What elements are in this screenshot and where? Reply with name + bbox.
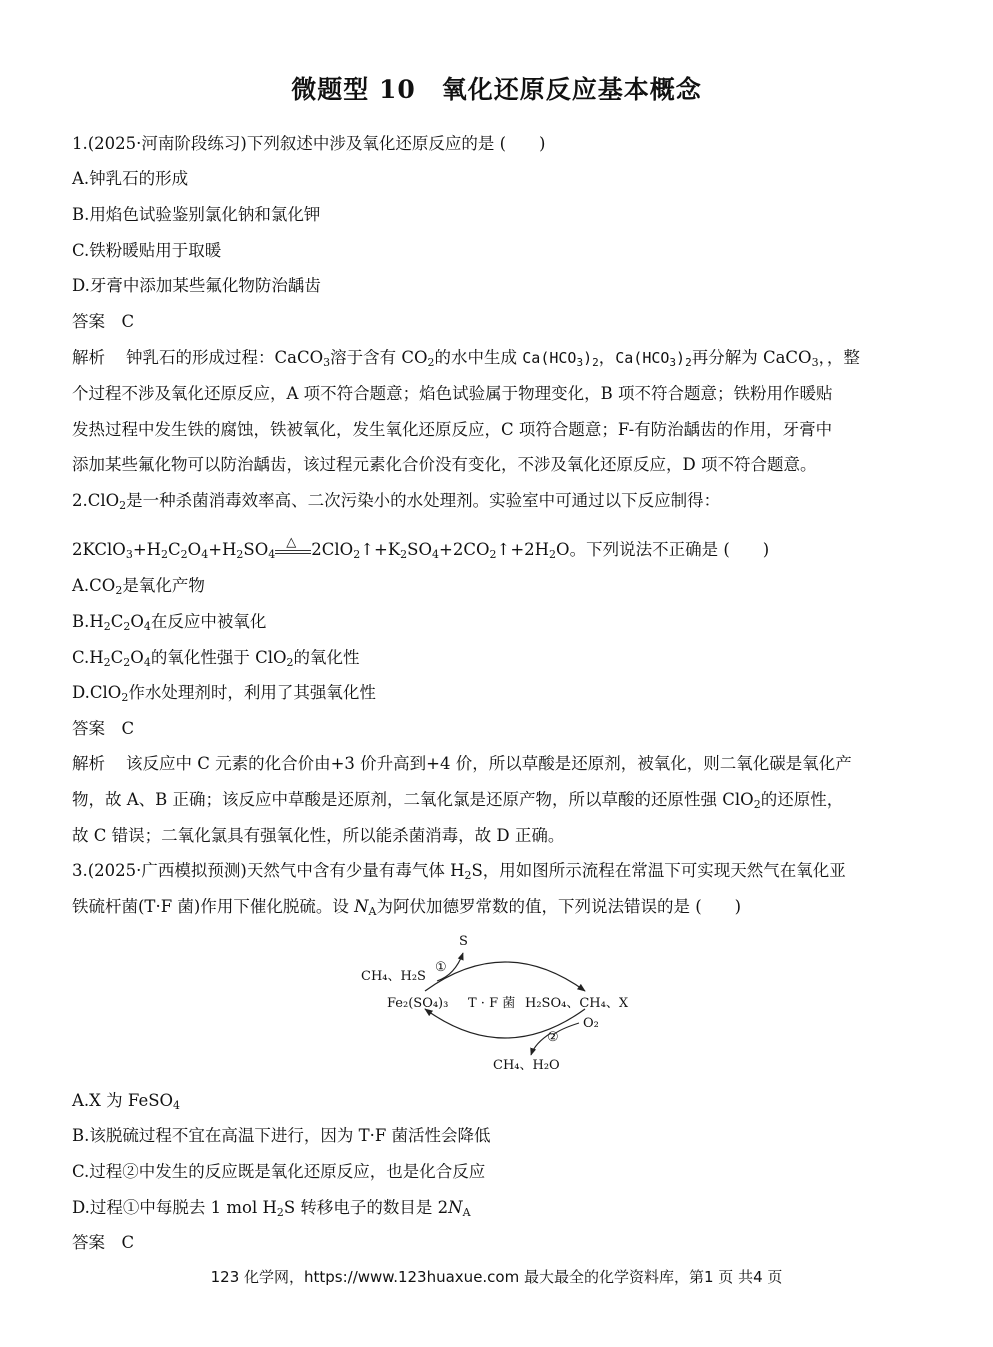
label-fe2so43: Fe₂(SO₄)₃ <box>387 996 449 1011</box>
q1-answer: 答案 C <box>72 312 135 331</box>
q2-explanation-line2: 物，故 A、B 正确；该反应中草酸是还原剂，二氧化氯是还原产物，所以草酸的还原性强 ClO$_2$的还原性， <box>72 790 844 811</box>
q2-explanation-line1: 解析 该反应中 C 元素的化合价由+3 价升高到+4 价，所以草酸是还原剂，被氧化，则二氧化碳是氧化产 <box>72 754 852 773</box>
label-sulfur: S <box>459 934 468 949</box>
formula-ca-hco3-2: $Ca(HCO_3)_2$ <box>522 349 599 369</box>
formula-ca-hco3-2: $Ca(HCO_3)_2$ <box>615 349 692 369</box>
q3-option-b: B.该脱硫过程不宜在高温下进行，因为 T·F 菌活性会降低 <box>72 1126 491 1145</box>
q3-stem-line2: 铁硫杆菌(T·F 菌)作用下催化脱硫。设 $N_A$为阿伏加德罗常数的值，下列说法错误的是 ( ) <box>72 897 742 918</box>
label-h2so4-ch4-x: H₂SO₄、CH₄、X <box>525 996 629 1011</box>
q2-stem: 2.ClO$_2$是一种杀菌消毒效率高、二次污染小的水处理剂。实验室中可通过以下反应制得： <box>72 491 721 512</box>
q3-option-c: C.过程②中发生的反应既是氧化还原反应，也是化合反应 <box>72 1162 486 1181</box>
q3-option-a: A.X 为 FeSO$_4$ <box>72 1091 181 1112</box>
q1-option-b: B.用焰色试验鉴别氯化钠和氯化钾 <box>72 205 321 224</box>
q2-option-d: D.ClO$_2$作水处理剂时，利用了其强氧化性 <box>72 683 376 704</box>
q3-answer: 答案 C <box>72 1233 135 1252</box>
q2-equation: $2KClO_3+H_2C_2O_4+H_2SO_4$ △ $2ClO_2↑+K_2SO_4+2CO_2↑+2H_2O$。下列说法不正确是 ( ) <box>72 534 770 561</box>
label-ch4-h2s-input: CH₄、H₂S <box>361 969 426 984</box>
q1-stem: 1.(2025·河南阶段练习)下列叙述中涉及氧化还原反应的是 ( ) <box>72 134 546 153</box>
q2-option-a: $A.CO_2$是氧化产物 <box>72 576 205 597</box>
q1-option-a: A.钟乳石的形成 <box>72 169 189 188</box>
q2-answer: 答案 C <box>72 719 135 738</box>
q2-option-b: $B.H_2C_2O_4$在反应中被氧化 <box>72 612 267 633</box>
page-title: 微题型 10 氧化还原反应基本概念 <box>291 75 702 104</box>
q2-option-c: $C.H_2C_2O_4$的氧化性强于 ClO$_2$的氧化性 <box>72 648 360 669</box>
label-step1: ① <box>435 960 447 975</box>
lower-arc-arrow <box>425 1009 585 1038</box>
q2-explanation-line3: 故 C 错误；二氧化氯具有强氧化性，所以能杀菌消毒，故 D 正确。 <box>72 826 565 845</box>
q1-option-c: C.铁粉暖贴用于取暖 <box>72 241 222 260</box>
q3-option-d: D.过程①中每脱去 1 mol $H_2S$ 转移电子的数目是 $2N_A$ <box>72 1198 471 1219</box>
explanation-label: 解析 <box>72 754 105 773</box>
label-o2: O₂ <box>583 1016 599 1031</box>
label-ch4-h2o-output: CH₄、H₂O <box>493 1058 560 1073</box>
q1-explanation-line1: 解析 钟乳石的形成过程：CaCO$_3$溶于含有 $CO_2$的水中生成 $Ca(HCO_3)_2$，$Ca(HCO_3)_2$再分解为 CaCO$_3$，，整 <box>72 348 860 369</box>
q1-option-d: D.牙膏中添加某些氟化物防治龋齿 <box>72 276 321 295</box>
explanation-label: 解析 <box>72 348 105 367</box>
q1-explanation-line2: 个过程不涉及氧化还原反应，A 项不符合题意；焰色试验属于物理变化，B 项不符合题意；铁粉用作暖贴 <box>72 384 833 403</box>
upper-arc-arrow <box>425 962 585 991</box>
label-tf-bacteria: T · F 菌 <box>468 996 516 1011</box>
desulfurization-flow-diagram <box>355 925 655 1080</box>
q1-explanation-line4: 添加某些氟化物可以防治龋齿，该过程元素化合价没有变化，不涉及氧化还原反应，D 项不符合题意。 <box>72 455 817 474</box>
heating-condition: △ <box>275 541 311 561</box>
page-footer: 123 化学网，https://www.123huaxue.com 最大最全的化学资料库，第1 页 共4 页 <box>210 1268 783 1286</box>
label-step2: ② <box>547 1030 559 1045</box>
q1-explanation-line3: 发热过程中发生铁的腐蚀，铁被氧化，发生氧化还原反应，C 项符合题意；F-有防治龋齿的作用，牙膏中 <box>72 420 833 439</box>
q3-stem-line1: 3.(2025·广西模拟预测)天然气中含有少量有毒气体 $H_2S$，用如图所示流程在常温下可实现天然气在氧化亚 <box>72 861 846 882</box>
